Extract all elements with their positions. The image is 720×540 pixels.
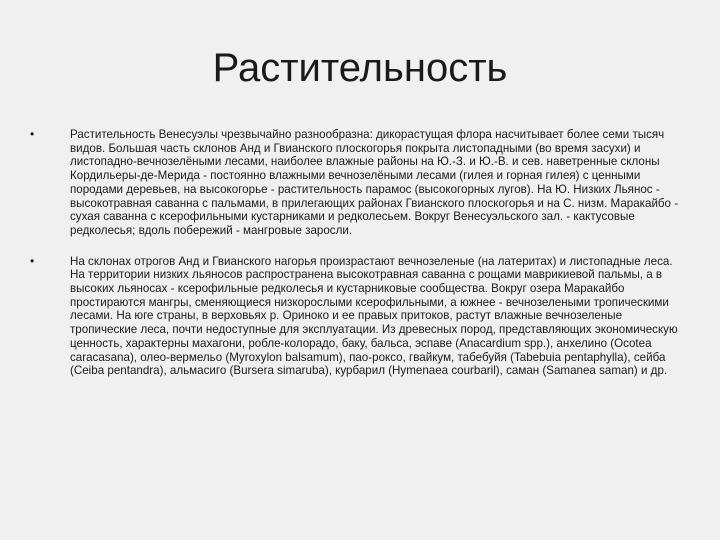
bullet-item	[30, 128, 690, 238]
bullet-text: На склонах отрогов Анд и Гвианского нагорья произрастают вечнозеленые (на латеритах) и листопадные леса. На территории низких льяносов распространена высокотравная саванна с рощами маврикиевой пальмы, а в высоких льяносах - ксерофильные редколесья и кустарниковые сообщества. Вокруг озера Маракайбо простираются мангры, сменяющиеся низкорослыми ксерофильными, а южнее - вечнозелеными тропическими лесами. На юге страны, в верховьях р. Ориноко и ее правых притоков, растут влажные вечнозеленые тропические леса, почти недоступные для эксплуатации. Из древесных пород, представляющих экономическую ценность, характерны махагони, робле-колорадо, баку, бальса, эспаве (Anacardium spp.), анхелино (Ocotea caracasana), олео-вермельо (Myroxylon balsamum), пао-роксо, гвайкум, табебуйя (Tabebuia pentaphylla), сейба (Ceiba pentandra), альмасиго (Bursera simaruba), курбарил (Hymenaea courbaril), саман (Samanea saman) и др.	[70, 254, 678, 378]
bullet-dot-icon: •	[30, 127, 35, 141]
bullet-list	[30, 128, 690, 395]
slide-title: Растительность	[212, 46, 508, 90]
bullet-dot-icon: •	[30, 253, 35, 268]
bullet-item	[30, 255, 690, 378]
bullet-text: Растительность Венесуэлы чрезвычайно разнообразна: дикорастущая флора насчитывает более семи тысяч видов. Большая часть склонов Анд и Гвианского плоскогорья покрыта листопадными (во время засухи) и листопадно-вечнозелёными лесами, наиболее влажные районы на Ю.-З. и Ю.-В. и сев. наветренные склоны Кордильеры-де-Мерида - постоянно влажными вечнозелёными лесами (гилея и горная гилея) с ценными породами деревьев, на высокогорье - растительность парамос (высокогорных лугов). На Ю. Низких Льянос - высокотравная саванна с пальмами, в прилегающих районах Гвианского плоскогорья и на С. низм. Маракайбо - сухая саванна с ксерофильными кустарниками и редколесьем. Вокруг Венесуэльского зал. - кактусовые редколесья; вдоль побережий - мангровые заросли.	[70, 128, 679, 237]
